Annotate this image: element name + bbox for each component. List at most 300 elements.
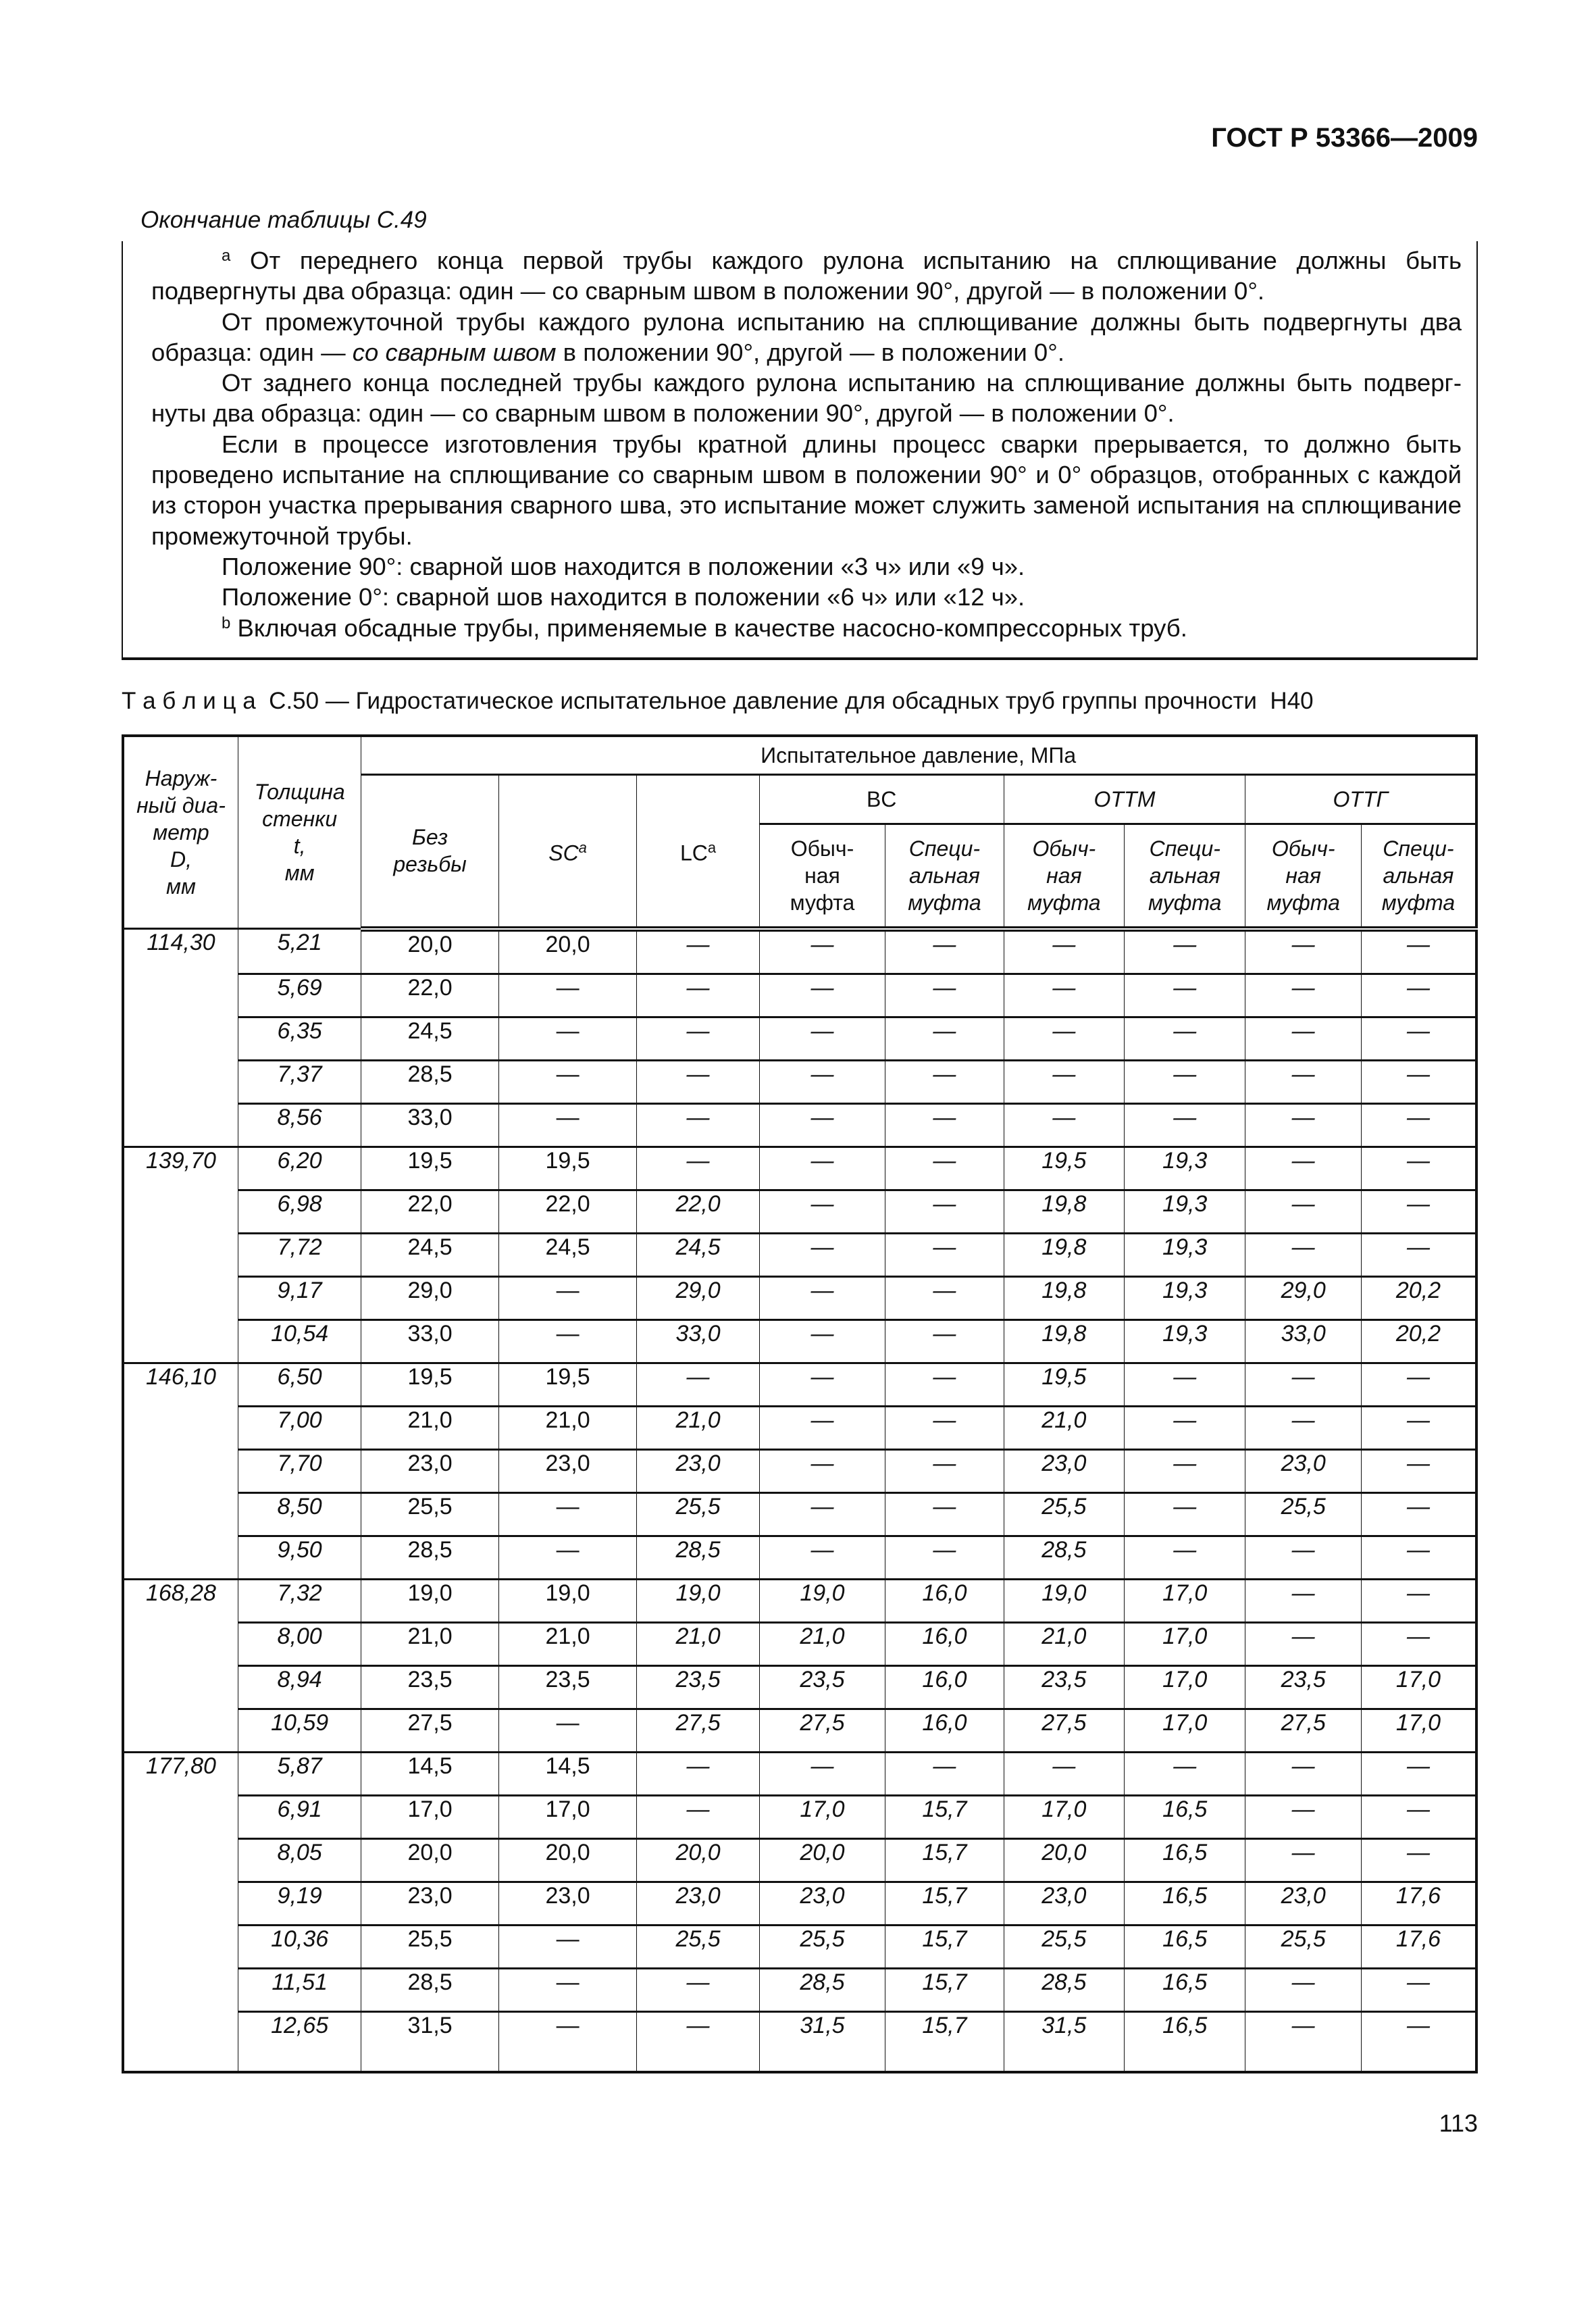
cell-plain-end: 23,0 bbox=[361, 1882, 498, 1925]
cell-thickness: 9,17 bbox=[238, 1276, 361, 1319]
cell-ottm-special: 19,3 bbox=[1125, 1233, 1245, 1276]
cell-ottg-special: — bbox=[1361, 1147, 1476, 1190]
cell-ottg-regular: — bbox=[1245, 1406, 1361, 1449]
cell-ottg-regular: — bbox=[1245, 1536, 1361, 1579]
cell-ottm-special: — bbox=[1125, 1449, 1245, 1492]
cell-ottm-special: 16,5 bbox=[1125, 1882, 1245, 1925]
cell-ottm-special: 16,5 bbox=[1125, 1838, 1245, 1882]
cell-ottg-special: — bbox=[1361, 929, 1476, 974]
cell-sc: — bbox=[498, 1060, 636, 1103]
cell-bc-regular: — bbox=[759, 1233, 885, 1276]
cell-ottg-special: — bbox=[1361, 1838, 1476, 1882]
cell-ottg-regular: 27,5 bbox=[1245, 1709, 1361, 1752]
cell-plain-end: 21,0 bbox=[361, 1622, 498, 1665]
cell-ottg-special: — bbox=[1361, 1233, 1476, 1276]
cell-lc: 22,0 bbox=[637, 1190, 759, 1233]
cell-ottm-special: — bbox=[1125, 1103, 1245, 1147]
note-text: в положении 90°, другой — в положении 0°. bbox=[556, 338, 1064, 366]
cell-ottm-special: 16,5 bbox=[1125, 1968, 1245, 2011]
cell-lc: 33,0 bbox=[637, 1319, 759, 1363]
cell-ottg-regular: — bbox=[1245, 1579, 1361, 1622]
header-ottg-special: Специ- альная муфта bbox=[1361, 824, 1476, 929]
cell-lc: — bbox=[637, 1017, 759, 1060]
cell-ottg-regular: — bbox=[1245, 1233, 1361, 1276]
cell-ottg-special: 17,0 bbox=[1361, 1709, 1476, 1752]
cell-bc-regular: — bbox=[759, 1319, 885, 1363]
cell-thickness: 7,00 bbox=[238, 1406, 361, 1449]
cell-thickness: 10,59 bbox=[238, 1709, 361, 1752]
cell-ottm-special: 19,3 bbox=[1125, 1319, 1245, 1363]
cell-ottg-special: — bbox=[1361, 1103, 1476, 1147]
cell-bc-special: — bbox=[885, 1363, 1004, 1406]
cell-ottg-regular: — bbox=[1245, 1752, 1361, 1795]
cell-ottg-special: — bbox=[1361, 1060, 1476, 1103]
cell-sc: — bbox=[498, 1276, 636, 1319]
cell-lc: 19,0 bbox=[637, 1579, 759, 1622]
cell-diameter: 114,30 bbox=[123, 929, 238, 1147]
cell-thickness: 10,54 bbox=[238, 1319, 361, 1363]
header-sc-label: SC bbox=[548, 840, 579, 865]
cell-sc: 19,5 bbox=[498, 1147, 636, 1190]
footnote-marker: a bbox=[222, 247, 231, 265]
cell-bc-regular: — bbox=[759, 1190, 885, 1233]
cell-sc: — bbox=[498, 1709, 636, 1752]
table-notes-box bbox=[122, 241, 1478, 660]
cell-ottm-special: 17,0 bbox=[1125, 1579, 1245, 1622]
cell-ottm-special: — bbox=[1125, 974, 1245, 1017]
cell-lc: 20,0 bbox=[637, 1838, 759, 1882]
cell-plain-end: 25,5 bbox=[361, 1492, 498, 1536]
cell-thickness: 9,19 bbox=[238, 1882, 361, 1925]
cell-ottm-regular: — bbox=[1004, 1017, 1124, 1060]
cell-plain-end: 23,0 bbox=[361, 1449, 498, 1492]
table-row bbox=[123, 929, 1476, 974]
cell-plain-end: 33,0 bbox=[361, 1319, 498, 1363]
cell-sc: 17,0 bbox=[498, 1795, 636, 1838]
cell-ottg-special: — bbox=[1361, 1968, 1476, 2011]
cell-thickness: 8,94 bbox=[238, 1665, 361, 1709]
cell-bc-regular: — bbox=[759, 1406, 885, 1449]
cell-plain-end: 21,0 bbox=[361, 1406, 498, 1449]
cell-thickness: 5,69 bbox=[238, 974, 361, 1017]
cell-ottm-regular: 19,8 bbox=[1004, 1276, 1124, 1319]
cell-thickness: 6,50 bbox=[238, 1363, 361, 1406]
cell-bc-special: — bbox=[885, 1319, 1004, 1363]
cell-bc-regular: 28,5 bbox=[759, 1968, 885, 2011]
cell-ottm-regular: — bbox=[1004, 929, 1124, 974]
header-sc bbox=[498, 774, 636, 929]
cell-ottg-regular: 33,0 bbox=[1245, 1319, 1361, 1363]
cell-lc: 21,0 bbox=[637, 1406, 759, 1449]
cell-lc: 25,5 bbox=[637, 1492, 759, 1536]
cell-ottg-special: 20,2 bbox=[1361, 1319, 1476, 1363]
cell-plain-end: 33,0 bbox=[361, 1103, 498, 1147]
header-bc-special: Специ- альная муфта bbox=[885, 824, 1004, 929]
cell-sc: — bbox=[498, 1103, 636, 1147]
cell-plain-end: 24,5 bbox=[361, 1017, 498, 1060]
cell-bc-special: — bbox=[885, 1147, 1004, 1190]
cell-thickness: 7,72 bbox=[238, 1233, 361, 1276]
header-diameter: Наруж- ный диа- метр D, мм bbox=[123, 736, 238, 929]
cell-ottm-regular: 25,5 bbox=[1004, 1925, 1124, 1968]
cell-bc-regular: 20,0 bbox=[759, 1838, 885, 1882]
cell-bc-special: — bbox=[885, 1017, 1004, 1060]
cell-ottg-special: — bbox=[1361, 1449, 1476, 1492]
cell-sc: 23,0 bbox=[498, 1449, 636, 1492]
cell-ottm-special: 19,3 bbox=[1125, 1276, 1245, 1319]
cell-ottm-regular: 19,5 bbox=[1004, 1147, 1124, 1190]
cell-thickness: 6,35 bbox=[238, 1017, 361, 1060]
header-test-pressure: Испытательное давление, МПа bbox=[361, 736, 1476, 774]
header-thickness: Толщина стенки t, мм bbox=[238, 736, 361, 929]
cell-bc-special: 16,0 bbox=[885, 1579, 1004, 1622]
table-row bbox=[123, 1752, 1476, 1795]
table-row bbox=[123, 1363, 1476, 1406]
cell-ottm-special: 16,5 bbox=[1125, 1925, 1245, 1968]
cell-lc: 23,0 bbox=[637, 1882, 759, 1925]
note-text: От переднего конца первой трубы каждого рулона испытанию на сплющивание должны быть подвергнуты два образца: один — со сварным швом в положении 90°, другой — в положении 0°. bbox=[151, 247, 1462, 305]
table-row bbox=[123, 1319, 1476, 1363]
cell-ottg-regular: — bbox=[1245, 1795, 1361, 1838]
cell-bc-special: 16,0 bbox=[885, 1709, 1004, 1752]
cell-ottg-special: — bbox=[1361, 1536, 1476, 1579]
document-code: ГОСТ Р 53366—2009 bbox=[1211, 123, 1478, 153]
cell-ottm-regular: 25,5 bbox=[1004, 1492, 1124, 1536]
cell-diameter: 168,28 bbox=[123, 1579, 238, 1752]
cell-ottm-regular: 21,0 bbox=[1004, 1406, 1124, 1449]
cell-bc-regular: — bbox=[759, 1060, 885, 1103]
cell-ottg-regular: — bbox=[1245, 1103, 1361, 1147]
table-row bbox=[123, 1665, 1476, 1709]
cell-plain-end: 17,0 bbox=[361, 1795, 498, 1838]
cell-bc-regular: — bbox=[759, 1276, 885, 1319]
header-lc bbox=[637, 774, 759, 929]
cell-bc-special: — bbox=[885, 1406, 1004, 1449]
cell-ottg-regular: — bbox=[1245, 1622, 1361, 1665]
note-paragraph: Положение 0°: сварной шов находится в положении «6 ч» или «12 ч». bbox=[222, 583, 1025, 611]
table-row bbox=[123, 974, 1476, 1017]
cell-thickness: 10,36 bbox=[238, 1925, 361, 1968]
cell-sc: — bbox=[498, 2011, 636, 2072]
cell-ottm-special: 17,0 bbox=[1125, 1709, 1245, 1752]
header-ottm-special: Специ- альная муфта bbox=[1125, 824, 1245, 929]
footnote-marker: b bbox=[222, 613, 231, 632]
cell-sc: 20,0 bbox=[498, 1838, 636, 1882]
cell-sc: — bbox=[498, 974, 636, 1017]
cell-ottg-regular: — bbox=[1245, 1838, 1361, 1882]
note-paragraph: От заднего конца последней трубы каждого рулона испытанию на сплющивание должны быть подверг-нуты два образца: один — со сварным швом в положении 90°, другой — в положении 0°. bbox=[151, 369, 1462, 428]
cell-ottm-regular: 28,5 bbox=[1004, 1968, 1124, 2011]
cell-plain-end: 19,5 bbox=[361, 1147, 498, 1190]
table-row bbox=[123, 1492, 1476, 1536]
cell-plain-end: 28,5 bbox=[361, 1536, 498, 1579]
cell-ottm-regular: 28,5 bbox=[1004, 1536, 1124, 1579]
cell-ottg-regular: — bbox=[1245, 1060, 1361, 1103]
cell-bc-special: — bbox=[885, 1276, 1004, 1319]
cell-ottg-special: — bbox=[1361, 1752, 1476, 1795]
cell-lc: — bbox=[637, 1968, 759, 2011]
header-bc: BC bbox=[759, 774, 1004, 824]
cell-bc-regular: 23,0 bbox=[759, 1882, 885, 1925]
cell-thickness: 8,50 bbox=[238, 1492, 361, 1536]
cell-ottm-special: — bbox=[1125, 1363, 1245, 1406]
cell-sc: 22,0 bbox=[498, 1190, 636, 1233]
cell-sc: — bbox=[498, 1536, 636, 1579]
cell-bc-regular: — bbox=[759, 1363, 885, 1406]
cell-ottg-special: 17,6 bbox=[1361, 1925, 1476, 1968]
cell-plain-end: 22,0 bbox=[361, 1190, 498, 1233]
footnote-marker: a bbox=[707, 839, 717, 857]
cell-lc: 29,0 bbox=[637, 1276, 759, 1319]
cell-bc-special: 15,7 bbox=[885, 1925, 1004, 1968]
cell-thickness: 12,65 bbox=[238, 2011, 361, 2072]
cell-ottm-special: — bbox=[1125, 1406, 1245, 1449]
cell-plain-end: 28,5 bbox=[361, 1060, 498, 1103]
header-lc-label: LC bbox=[679, 840, 708, 865]
cell-sc: — bbox=[498, 1925, 636, 1968]
cell-lc: — bbox=[637, 1103, 759, 1147]
cell-ottm-regular: 19,8 bbox=[1004, 1190, 1124, 1233]
note-paragraph: Если в процессе изготовления трубы кратной длины процесс сварки прерывается, то должно быть проведено испытание на сплющивание со сварным швом в положении 90° и 0° образцов, отобранных с каждой из сторон участка прерывания сварного шва, это испытание может служить заменой испытания на сплющивание промежуточной трубы. bbox=[151, 430, 1462, 550]
cell-sc: — bbox=[498, 1492, 636, 1536]
table-row bbox=[123, 1233, 1476, 1276]
cell-thickness: 5,21 bbox=[238, 929, 361, 974]
cell-bc-regular: — bbox=[759, 1147, 885, 1190]
cell-bc-regular: — bbox=[759, 1449, 885, 1492]
cell-ottm-regular: 19,8 bbox=[1004, 1233, 1124, 1276]
cell-ottg-regular: — bbox=[1245, 1017, 1361, 1060]
cell-plain-end: 28,5 bbox=[361, 1968, 498, 2011]
cell-plain-end: 27,5 bbox=[361, 1709, 498, 1752]
cell-ottm-special: 16,5 bbox=[1125, 2011, 1245, 2072]
cell-bc-special: — bbox=[885, 1103, 1004, 1147]
cell-thickness: 11,51 bbox=[238, 1968, 361, 2011]
cell-ottg-regular: 23,5 bbox=[1245, 1665, 1361, 1709]
cell-bc-special: 15,7 bbox=[885, 1882, 1004, 1925]
cell-sc: 20,0 bbox=[498, 929, 636, 974]
cell-plain-end: 24,5 bbox=[361, 1233, 498, 1276]
header-ottg-regular: Обыч- ная муфта bbox=[1245, 824, 1361, 929]
cell-bc-regular: 27,5 bbox=[759, 1709, 885, 1752]
table-body bbox=[123, 929, 1476, 2072]
table-row bbox=[123, 1838, 1476, 1882]
cell-ottm-special: 17,0 bbox=[1125, 1665, 1245, 1709]
table-row bbox=[123, 1579, 1476, 1622]
cell-bc-special: — bbox=[885, 1060, 1004, 1103]
cell-ottg-special: — bbox=[1361, 2011, 1476, 2072]
cell-ottg-special: — bbox=[1361, 1406, 1476, 1449]
cell-ottm-special: — bbox=[1125, 1017, 1245, 1060]
table-row bbox=[123, 2011, 1476, 2072]
cell-plain-end: 25,5 bbox=[361, 1925, 498, 1968]
table-row bbox=[123, 1276, 1476, 1319]
cell-ottm-regular: 20,0 bbox=[1004, 1838, 1124, 1882]
cell-diameter: 139,70 bbox=[123, 1147, 238, 1363]
cell-thickness: 8,56 bbox=[238, 1103, 361, 1147]
cell-ottg-special: — bbox=[1361, 974, 1476, 1017]
note-paragraph bbox=[151, 307, 1462, 368]
cell-bc-regular: — bbox=[759, 1103, 885, 1147]
cell-thickness: 5,87 bbox=[238, 1752, 361, 1795]
cell-thickness: 7,70 bbox=[238, 1449, 361, 1492]
cell-ottg-regular: — bbox=[1245, 1968, 1361, 2011]
cell-bc-regular: 25,5 bbox=[759, 1925, 885, 1968]
cell-sc: 19,5 bbox=[498, 1363, 636, 1406]
cell-ottm-special: 16,5 bbox=[1125, 1795, 1245, 1838]
cell-ottm-regular: — bbox=[1004, 1752, 1124, 1795]
cell-ottg-regular: — bbox=[1245, 1190, 1361, 1233]
cell-lc: 27,5 bbox=[637, 1709, 759, 1752]
note-text: От промежуточной трубы каждого рулона испытанию на сплющивание должны быть подвергнуты два образца: один — bbox=[151, 307, 1462, 366]
table-row bbox=[123, 1622, 1476, 1665]
cell-ottm-regular: 23,0 bbox=[1004, 1882, 1124, 1925]
cell-ottm-special: 19,3 bbox=[1125, 1190, 1245, 1233]
cell-sc: 21,0 bbox=[498, 1622, 636, 1665]
cell-thickness: 9,50 bbox=[238, 1536, 361, 1579]
cell-ottm-regular: 19,5 bbox=[1004, 1363, 1124, 1406]
cell-bc-special: 15,7 bbox=[885, 1968, 1004, 2011]
note-paragraph: Положение 90°: сварной шов находится в положении «3 ч» или «9 ч». bbox=[222, 552, 1025, 580]
cell-ottm-special: 19,3 bbox=[1125, 1147, 1245, 1190]
cell-bc-regular: — bbox=[759, 1536, 885, 1579]
cell-bc-special: 16,0 bbox=[885, 1665, 1004, 1709]
cell-bc-special: — bbox=[885, 1190, 1004, 1233]
cell-bc-special: 15,7 bbox=[885, 2011, 1004, 2072]
cell-lc: 25,5 bbox=[637, 1925, 759, 1968]
header-ottm: ОТТМ bbox=[1004, 774, 1245, 824]
table-caption: Т а б л и ц а С.50 — Гидростатическое испытательное давление для обсадных труб группы прочности Н40 bbox=[122, 688, 1314, 714]
cell-lc: 21,0 bbox=[637, 1622, 759, 1665]
table-row bbox=[123, 1968, 1476, 2011]
cell-ottm-regular: 23,5 bbox=[1004, 1665, 1124, 1709]
cell-bc-regular: 31,5 bbox=[759, 2011, 885, 2072]
cell-bc-special: — bbox=[885, 1492, 1004, 1536]
cell-plain-end: 29,0 bbox=[361, 1276, 498, 1319]
cell-bc-regular: — bbox=[759, 974, 885, 1017]
cell-ottg-special: — bbox=[1361, 1190, 1476, 1233]
cell-ottm-regular: 17,0 bbox=[1004, 1795, 1124, 1838]
cell-plain-end: 14,5 bbox=[361, 1752, 498, 1795]
cell-ottm-regular: 27,5 bbox=[1004, 1709, 1124, 1752]
cell-lc: — bbox=[637, 974, 759, 1017]
cell-ottm-regular: — bbox=[1004, 974, 1124, 1017]
cell-thickness: 7,32 bbox=[238, 1579, 361, 1622]
cell-thickness: 8,05 bbox=[238, 1838, 361, 1882]
cell-bc-regular: — bbox=[759, 929, 885, 974]
cell-ottg-regular: 23,0 bbox=[1245, 1882, 1361, 1925]
cell-ottm-regular: 31,5 bbox=[1004, 2011, 1124, 2072]
cell-bc-regular: 17,0 bbox=[759, 1795, 885, 1838]
cell-plain-end: 19,5 bbox=[361, 1363, 498, 1406]
cell-bc-special: — bbox=[885, 929, 1004, 974]
cell-lc: — bbox=[637, 1752, 759, 1795]
cell-ottg-special: 17,6 bbox=[1361, 1882, 1476, 1925]
table-row bbox=[123, 1882, 1476, 1925]
cell-bc-special: — bbox=[885, 1449, 1004, 1492]
table-continuation-label: Окончание таблицы С.49 bbox=[140, 207, 427, 233]
cell-bc-regular: 23,5 bbox=[759, 1665, 885, 1709]
cell-thickness: 6,20 bbox=[238, 1147, 361, 1190]
cell-ottm-special: — bbox=[1125, 1536, 1245, 1579]
cell-lc: 23,0 bbox=[637, 1449, 759, 1492]
cell-bc-regular: 21,0 bbox=[759, 1622, 885, 1665]
cell-ottg-regular: — bbox=[1245, 1147, 1361, 1190]
note-italic-text: со сварным швом bbox=[352, 338, 557, 366]
cell-lc: 24,5 bbox=[637, 1233, 759, 1276]
cell-ottg-special: — bbox=[1361, 1363, 1476, 1406]
cell-ottm-regular: — bbox=[1004, 1103, 1124, 1147]
cell-ottg-regular: 25,5 bbox=[1245, 1925, 1361, 1968]
table-row bbox=[123, 1147, 1476, 1190]
cell-sc: 19,0 bbox=[498, 1579, 636, 1622]
table-row bbox=[123, 1709, 1476, 1752]
table-row bbox=[123, 1795, 1476, 1838]
cell-bc-special: — bbox=[885, 1752, 1004, 1795]
cell-sc: 21,0 bbox=[498, 1406, 636, 1449]
table-row bbox=[123, 1406, 1476, 1449]
footnote-marker: a bbox=[578, 839, 587, 857]
cell-lc: — bbox=[637, 1060, 759, 1103]
cell-ottg-special: — bbox=[1361, 1492, 1476, 1536]
cell-sc: — bbox=[498, 1017, 636, 1060]
note-b bbox=[151, 613, 1462, 643]
cell-lc: — bbox=[637, 1363, 759, 1406]
cell-bc-regular: — bbox=[759, 1492, 885, 1536]
table-row bbox=[123, 1103, 1476, 1147]
cell-plain-end: 31,5 bbox=[361, 2011, 498, 2072]
table-row bbox=[123, 1536, 1476, 1579]
cell-bc-special: 15,7 bbox=[885, 1795, 1004, 1838]
cell-thickness: 8,00 bbox=[238, 1622, 361, 1665]
cell-ottg-special: 20,2 bbox=[1361, 1276, 1476, 1319]
cell-bc-special: — bbox=[885, 1233, 1004, 1276]
cell-ottg-special: — bbox=[1361, 1622, 1476, 1665]
note-a bbox=[151, 245, 1462, 307]
note-text: Включая обсадные трубы, применяемые в качестве насосно-компрессорных труб. bbox=[230, 613, 1187, 642]
cell-ottm-special: — bbox=[1125, 929, 1245, 974]
cell-sc: — bbox=[498, 1319, 636, 1363]
cell-bc-special: — bbox=[885, 1536, 1004, 1579]
table-row bbox=[123, 1060, 1476, 1103]
table-row bbox=[123, 1190, 1476, 1233]
cell-thickness: 7,37 bbox=[238, 1060, 361, 1103]
cell-ottg-special: — bbox=[1361, 1017, 1476, 1060]
cell-ottg-regular: 29,0 bbox=[1245, 1276, 1361, 1319]
cell-lc: — bbox=[637, 929, 759, 974]
cell-plain-end: 22,0 bbox=[361, 974, 498, 1017]
table-row bbox=[123, 1449, 1476, 1492]
cell-sc: 14,5 bbox=[498, 1752, 636, 1795]
cell-ottg-regular: 23,0 bbox=[1245, 1449, 1361, 1492]
cell-diameter: 146,10 bbox=[123, 1363, 238, 1579]
cell-bc-regular: — bbox=[759, 1752, 885, 1795]
cell-ottm-regular: — bbox=[1004, 1060, 1124, 1103]
cell-plain-end: 19,0 bbox=[361, 1579, 498, 1622]
cell-bc-special: — bbox=[885, 974, 1004, 1017]
cell-ottm-regular: 19,8 bbox=[1004, 1319, 1124, 1363]
cell-ottg-special: — bbox=[1361, 1795, 1476, 1838]
cell-thickness: 6,91 bbox=[238, 1795, 361, 1838]
cell-lc: — bbox=[637, 1147, 759, 1190]
cell-bc-special: 16,0 bbox=[885, 1622, 1004, 1665]
cell-lc: 28,5 bbox=[637, 1536, 759, 1579]
cell-plain-end: 23,5 bbox=[361, 1665, 498, 1709]
cell-ottg-special: — bbox=[1361, 1579, 1476, 1622]
cell-lc: — bbox=[637, 2011, 759, 2072]
cell-bc-special: 15,7 bbox=[885, 1838, 1004, 1882]
cell-sc: 24,5 bbox=[498, 1233, 636, 1276]
cell-thickness: 6,98 bbox=[238, 1190, 361, 1233]
